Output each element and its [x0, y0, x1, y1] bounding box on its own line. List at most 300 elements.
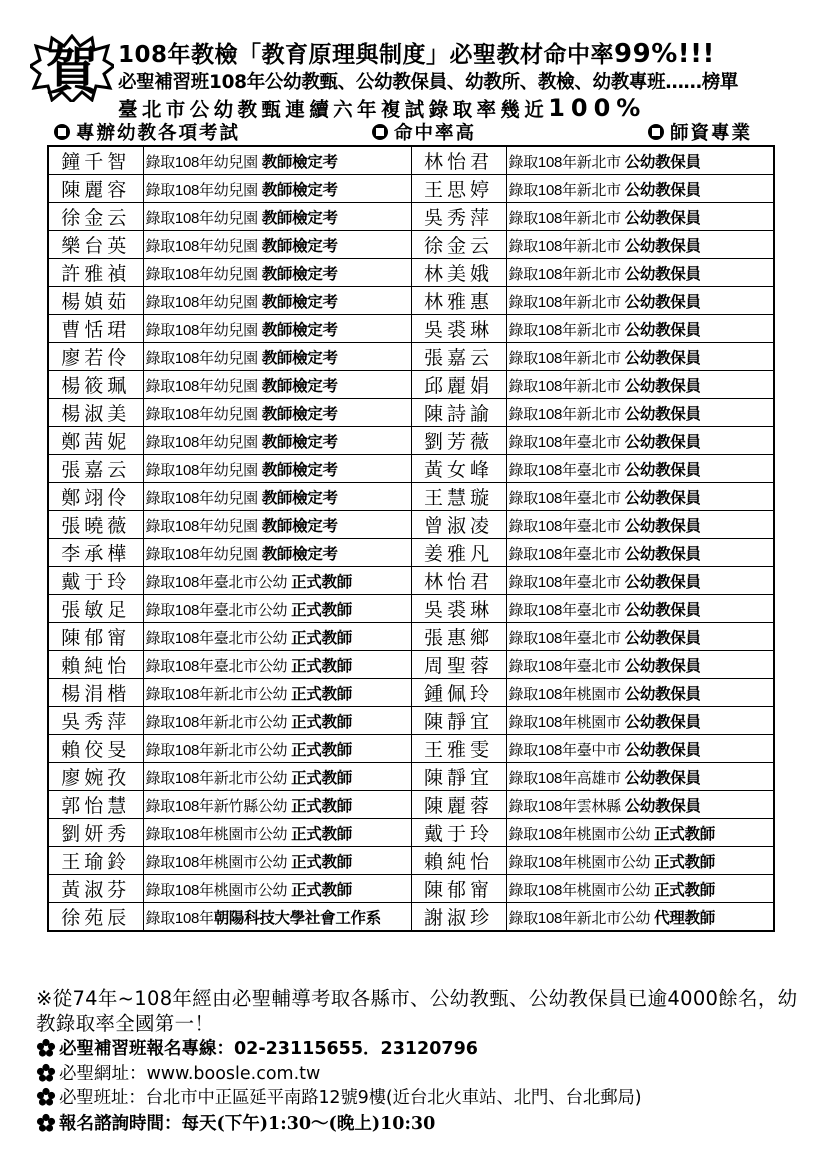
name-cell — [411, 259, 506, 287]
table-row — [48, 847, 774, 875]
result-cell — [143, 903, 411, 932]
result-title: 教師檢定考 — [261, 517, 338, 535]
result-cell — [506, 399, 774, 427]
student-name: 許雅禎 — [61, 263, 131, 285]
result-title: 正式教師 — [291, 713, 352, 731]
footer-note: ※從74年~108年經由必聖輔導考取各縣市、公幼教甄、公幼教保員已逾4000餘名，幼教錄取率全國第一！ — [36, 987, 798, 1035]
result-cell — [143, 651, 411, 679]
result-title: 公幼教保員 — [624, 405, 701, 423]
table-row — [48, 203, 774, 231]
result-text: 錄取108年新竹縣公幼 — [145, 797, 292, 815]
results-table — [47, 145, 775, 932]
name-cell — [48, 399, 143, 427]
result-text: 錄取108年桃園市公幼 — [145, 825, 292, 843]
result-text: 錄取108年幼兒園 — [145, 517, 262, 535]
student-name: 王雅雯 — [423, 739, 493, 761]
student-name: 樂台英 — [61, 235, 131, 257]
student-name: 廖婉孜 — [61, 767, 131, 789]
student-name: 陳靜宜 — [423, 767, 493, 789]
table-row — [48, 875, 774, 903]
name-cell — [48, 315, 143, 343]
headline-highlight: 99%!!! — [614, 39, 715, 69]
result-text: 錄取108年新北市 — [508, 405, 625, 423]
table-row — [48, 707, 774, 735]
student-name: 陳靜宜 — [423, 711, 493, 733]
result-title: 公幼教保員 — [624, 209, 701, 227]
student-name: 廖若伶 — [61, 347, 131, 369]
result-title: 教師檢定考 — [261, 349, 338, 367]
result-title: 正式教師 — [291, 601, 352, 619]
student-name: 曹恬珺 — [61, 319, 131, 341]
student-name: 周聖蓉 — [423, 655, 493, 677]
feature-3: 師資專業 — [648, 119, 752, 145]
name-cell — [411, 287, 506, 315]
result-title: 公幼教保員 — [624, 461, 701, 479]
result-cell — [143, 791, 411, 819]
result-text: 錄取108年桃園市公幼 — [145, 881, 292, 899]
table-row — [48, 903, 774, 932]
student-name: 賴佼旻 — [61, 739, 131, 761]
name-cell — [411, 567, 506, 595]
result-cell — [506, 763, 774, 791]
student-name: 徐苑辰 — [61, 907, 131, 929]
result-text: 錄取108年新北市 — [508, 209, 625, 227]
result-text: 錄取108年雲林縣 — [508, 797, 625, 815]
result-text: 錄取108年新北市 — [508, 265, 625, 283]
table-row — [48, 343, 774, 371]
rate-highlight: 100% — [548, 94, 647, 122]
result-cell — [506, 343, 774, 371]
result-text: 錄取108年新北市公幼 — [145, 741, 292, 759]
result-title: 正式教師 — [291, 629, 352, 647]
result-cell — [143, 763, 411, 791]
table-row — [48, 371, 774, 399]
table-row — [48, 651, 774, 679]
student-name: 林怡君 — [423, 571, 493, 593]
student-name: 張惠鄉 — [423, 627, 493, 649]
result-title: 公幼教保員 — [624, 713, 701, 731]
name-cell — [411, 539, 506, 567]
subheadline-2: 臺北市公幼教甄連續六年複試錄取率幾近100% — [118, 94, 647, 122]
result-text: 錄取108年新北市 — [508, 377, 625, 395]
result-title: 教師檢定考 — [261, 433, 338, 451]
name-cell — [411, 595, 506, 623]
result-text: 錄取108年新北市 — [508, 349, 625, 367]
result-title: 公幼教保員 — [624, 433, 701, 451]
table-row — [48, 455, 774, 483]
result-text: 錄取108年臺北市公幼 — [145, 629, 292, 647]
student-name: 陳郁甯 — [61, 627, 131, 649]
result-cell — [506, 651, 774, 679]
result-title: 正式教師 — [291, 657, 352, 675]
result-title: 公幼教保員 — [624, 517, 701, 535]
name-cell — [48, 903, 143, 932]
name-cell — [411, 455, 506, 483]
result-text: 錄取108年幼兒園 — [145, 349, 262, 367]
flower-icon — [36, 1113, 56, 1133]
result-title: 正式教師 — [654, 853, 715, 871]
result-cell — [143, 371, 411, 399]
table-row — [48, 679, 774, 707]
result-cell — [143, 735, 411, 763]
student-name: 鄭茜妮 — [61, 431, 131, 453]
name-cell — [48, 511, 143, 539]
result-cell — [506, 539, 774, 567]
result-title: 公幼教保員 — [624, 685, 701, 703]
table-row — [48, 595, 774, 623]
result-text: 錄取108年幼兒園 — [145, 377, 262, 395]
name-cell — [48, 651, 143, 679]
headline: 108年教檢「教育原理與制度」必聖教材命中率99%!!! — [118, 39, 715, 69]
result-title: 教師檢定考 — [261, 461, 338, 479]
result-title: 公幼教保員 — [624, 769, 701, 787]
result-text: 錄取108年臺北市 — [508, 489, 625, 507]
student-name: 劉妍秀 — [61, 823, 131, 845]
name-cell — [48, 707, 143, 735]
result-text: 錄取108年幼兒園 — [145, 489, 262, 507]
result-text: 錄取108年新北市 — [508, 293, 625, 311]
name-cell — [48, 455, 143, 483]
result-cell — [143, 623, 411, 651]
result-text: 錄取108年桃園市公幼 — [145, 853, 292, 871]
result-title: 正式教師 — [291, 797, 352, 815]
name-cell — [411, 371, 506, 399]
name-cell — [48, 595, 143, 623]
name-cell — [411, 231, 506, 259]
name-cell — [411, 679, 506, 707]
table-row — [48, 399, 774, 427]
subheadline: 必聖補習班108年公幼教甄、公幼教保員、幼教所、教檢、幼教專班……榜單 — [118, 72, 739, 93]
name-cell — [411, 623, 506, 651]
name-cell — [411, 903, 506, 932]
result-text: 錄取108年桃園市公幼 — [508, 853, 655, 871]
result-title: 公幼教保員 — [624, 181, 701, 199]
name-cell — [48, 231, 143, 259]
table-row — [48, 483, 774, 511]
result-cell — [506, 203, 774, 231]
name-cell — [48, 847, 143, 875]
result-text: 錄取108年新北市 — [508, 153, 625, 171]
result-cell — [506, 735, 774, 763]
result-cell — [143, 567, 411, 595]
result-cell — [506, 259, 774, 287]
name-cell — [48, 567, 143, 595]
hotline: 必聖補習班報名專線：02-23115655．23120796 — [36, 1035, 478, 1060]
result-cell — [506, 427, 774, 455]
result-title: 公幼教保員 — [624, 237, 701, 255]
result-cell — [506, 595, 774, 623]
result-cell — [506, 847, 774, 875]
result-text: 錄取108年臺北市 — [508, 629, 625, 647]
result-text: 錄取108年幼兒園 — [145, 153, 262, 171]
student-name: 林雅惠 — [423, 291, 493, 313]
result-title: 教師檢定考 — [261, 237, 338, 255]
result-text: 錄取108年臺北市 — [508, 461, 625, 479]
name-cell — [48, 427, 143, 455]
result-cell — [143, 315, 411, 343]
congratulations-badge — [30, 34, 114, 102]
student-name: 林怡君 — [423, 151, 493, 173]
name-cell — [411, 146, 506, 175]
result-text: 錄取108年新北市公幼 — [508, 909, 655, 927]
result-title: 教師檢定考 — [261, 321, 338, 339]
result-cell — [506, 287, 774, 315]
result-cell — [143, 203, 411, 231]
student-name: 徐金云 — [423, 235, 493, 257]
result-text: 錄取108年新北市 — [508, 237, 625, 255]
result-text: 錄取108年幼兒園 — [145, 321, 262, 339]
result-title: 教師檢定考 — [261, 489, 338, 507]
name-cell — [411, 651, 506, 679]
result-cell — [506, 875, 774, 903]
result-text: 錄取108年幼兒園 — [145, 209, 262, 227]
feature-2: 命中率高 — [372, 119, 476, 145]
result-cell — [143, 259, 411, 287]
result-text: 錄取108年 — [145, 909, 214, 927]
badge-char: 賀 — [45, 42, 99, 102]
result-title: 公幼教保員 — [624, 629, 701, 647]
result-text: 錄取108年桃園市 — [508, 685, 625, 703]
result-cell — [506, 903, 774, 932]
student-name: 張曉薇 — [61, 515, 131, 537]
student-name: 楊筱珮 — [61, 375, 131, 397]
name-cell — [411, 175, 506, 203]
student-name: 王慧璇 — [423, 487, 493, 509]
table-row — [48, 819, 774, 847]
flower-icon — [36, 1038, 56, 1058]
table-row — [48, 623, 774, 651]
result-title: 正式教師 — [291, 769, 352, 787]
result-text: 錄取108年新北市公幼 — [145, 769, 292, 787]
result-title: 正式教師 — [654, 881, 715, 899]
student-name: 李承樺 — [61, 543, 131, 565]
result-title: 公幼教保員 — [624, 377, 701, 395]
result-cell — [506, 315, 774, 343]
result-cell — [506, 175, 774, 203]
result-cell — [143, 146, 411, 175]
result-cell — [506, 455, 774, 483]
student-name: 陳詩諭 — [423, 403, 493, 425]
result-title: 正式教師 — [291, 573, 352, 591]
name-cell — [411, 791, 506, 819]
result-title: 教師檢定考 — [261, 209, 338, 227]
student-name: 張嘉云 — [61, 459, 131, 481]
name-cell — [411, 203, 506, 231]
result-cell — [143, 287, 411, 315]
result-cell — [143, 343, 411, 371]
result-title: 教師檢定考 — [261, 181, 338, 199]
name-cell — [411, 847, 506, 875]
result-cell — [506, 791, 774, 819]
student-name: 王思婷 — [423, 179, 493, 201]
result-cell — [143, 399, 411, 427]
square-bullet-icon — [54, 124, 70, 140]
result-cell — [143, 231, 411, 259]
feature-1: 專辦幼教各項考試 — [54, 119, 240, 145]
table-row — [48, 146, 774, 175]
flower-icon — [36, 1063, 56, 1083]
student-name: 陳麗容 — [61, 179, 131, 201]
result-text: 錄取108年臺中市 — [508, 741, 625, 759]
table-row — [48, 567, 774, 595]
result-title: 公幼教保員 — [624, 489, 701, 507]
result-text: 錄取108年臺北市 — [508, 657, 625, 675]
result-title: 教師檢定考 — [261, 265, 338, 283]
result-cell — [143, 847, 411, 875]
student-name: 姜雅凡 — [423, 543, 493, 565]
student-name: 林美娥 — [423, 263, 493, 285]
result-title: 教師檢定考 — [261, 545, 338, 563]
result-text: 錄取108年臺北市 — [508, 433, 625, 451]
result-text: 錄取108年臺北市公幼 — [145, 601, 292, 619]
name-cell — [411, 511, 506, 539]
result-title: 正式教師 — [291, 685, 352, 703]
result-title: 公幼教保員 — [624, 573, 701, 591]
result-text: 錄取108年幼兒園 — [145, 181, 262, 199]
result-cell — [143, 595, 411, 623]
result-text: 錄取108年幼兒園 — [145, 293, 262, 311]
name-cell — [411, 399, 506, 427]
table-row — [48, 231, 774, 259]
student-name: 王瑜鈴 — [61, 851, 131, 873]
result-title: 正式教師 — [291, 853, 352, 871]
office-hours: 報名諮詢時間：每天(下午)1:30～(晚上)10:30 — [36, 1110, 435, 1135]
result-text: 錄取108年桃園市 — [508, 713, 625, 731]
name-cell — [48, 483, 143, 511]
result-title: 公幼教保員 — [624, 349, 701, 367]
result-title: 公幼教保員 — [624, 321, 701, 339]
result-text: 錄取108年臺北市 — [508, 517, 625, 535]
student-name: 徐金云 — [61, 207, 131, 229]
result-title: 公幼教保員 — [624, 741, 701, 759]
result-cell — [143, 819, 411, 847]
name-cell — [411, 315, 506, 343]
name-cell — [48, 623, 143, 651]
name-cell — [411, 343, 506, 371]
student-name: 賴純怡 — [61, 655, 131, 677]
student-name: 戴于玲 — [61, 571, 131, 593]
result-cell — [506, 483, 774, 511]
result-cell — [506, 231, 774, 259]
result-cell — [506, 146, 774, 175]
name-cell — [48, 259, 143, 287]
result-text: 錄取108年幼兒園 — [145, 433, 262, 451]
table-row — [48, 539, 774, 567]
student-name: 楊淑美 — [61, 403, 131, 425]
name-cell — [411, 483, 506, 511]
student-name: 陳郁甯 — [423, 879, 493, 901]
student-name: 曾淑凌 — [423, 515, 493, 537]
student-name: 鄭翊伶 — [61, 487, 131, 509]
table-row — [48, 735, 774, 763]
result-cell — [506, 511, 774, 539]
student-name: 張敏足 — [61, 599, 131, 621]
student-name: 謝淑珍 — [423, 907, 493, 929]
result-cell — [506, 623, 774, 651]
result-cell — [143, 175, 411, 203]
result-cell — [143, 427, 411, 455]
result-text: 錄取108年臺北市 — [508, 601, 625, 619]
result-cell — [143, 875, 411, 903]
name-cell — [411, 763, 506, 791]
table-row — [48, 259, 774, 287]
name-cell — [48, 875, 143, 903]
result-title: 正式教師 — [291, 741, 352, 759]
result-title: 公幼教保員 — [624, 265, 701, 283]
result-title: 正式教師 — [291, 825, 352, 843]
address: 必聖班址：台北市中正區延平南路12號9樓(近台北火車站、北門、台北郵局) — [36, 1084, 641, 1109]
name-cell — [48, 343, 143, 371]
table-row — [48, 427, 774, 455]
name-cell — [48, 539, 143, 567]
result-cell — [506, 567, 774, 595]
name-cell — [48, 679, 143, 707]
student-name: 賴純怡 — [423, 851, 493, 873]
name-cell — [411, 427, 506, 455]
result-cell — [143, 707, 411, 735]
result-text: 錄取108年幼兒園 — [145, 265, 262, 283]
result-title: 教師檢定考 — [261, 405, 338, 423]
student-name: 吳裘琳 — [423, 599, 493, 621]
result-text: 錄取108年臺北市公幼 — [145, 657, 292, 675]
table-row — [48, 315, 774, 343]
result-text: 錄取108年桃園市公幼 — [508, 881, 655, 899]
result-text: 錄取108年桃園市公幼 — [508, 825, 655, 843]
result-title: 公幼教保員 — [624, 797, 701, 815]
result-cell — [506, 707, 774, 735]
name-cell — [48, 175, 143, 203]
result-title: 公幼教保員 — [624, 657, 701, 675]
name-cell — [411, 819, 506, 847]
table-row — [48, 175, 774, 203]
result-cell — [506, 819, 774, 847]
student-name: 楊涓楷 — [61, 683, 131, 705]
student-name: 吳秀萍 — [61, 711, 131, 733]
result-text: 錄取108年幼兒園 — [145, 237, 262, 255]
student-name: 楊媜茹 — [61, 291, 131, 313]
name-cell — [411, 707, 506, 735]
square-bullet-icon — [372, 124, 388, 140]
result-title: 公幼教保員 — [624, 293, 701, 311]
student-name: 鐘千智 — [61, 151, 131, 173]
result-text: 錄取108年臺北市 — [508, 573, 625, 591]
result-cell — [143, 511, 411, 539]
table-row — [48, 511, 774, 539]
result-text: 錄取108年新北市 — [508, 181, 625, 199]
result-text: 錄取108年幼兒園 — [145, 545, 262, 563]
student-name: 鍾佩玲 — [423, 683, 493, 705]
student-name: 張嘉云 — [423, 347, 493, 369]
student-name: 黃淑芬 — [61, 879, 131, 901]
name-cell — [48, 287, 143, 315]
result-text: 錄取108年臺北市 — [508, 545, 625, 563]
result-title: 正式教師 — [291, 881, 352, 899]
name-cell — [48, 791, 143, 819]
result-title: 正式教師 — [654, 825, 715, 843]
result-text: 錄取108年新北市 — [508, 321, 625, 339]
student-name: 吳裘琳 — [423, 319, 493, 341]
student-name: 戴于玲 — [423, 823, 493, 845]
name-cell — [48, 146, 143, 175]
result-text: 錄取108年幼兒園 — [145, 461, 262, 479]
result-title: 代理教師 — [654, 909, 715, 927]
table-row — [48, 287, 774, 315]
result-text: 錄取108年新北市公幼 — [145, 713, 292, 731]
result-cell — [143, 483, 411, 511]
result-text: 錄取108年幼兒園 — [145, 405, 262, 423]
result-text: 錄取108年新北市公幼 — [145, 685, 292, 703]
name-cell — [48, 819, 143, 847]
